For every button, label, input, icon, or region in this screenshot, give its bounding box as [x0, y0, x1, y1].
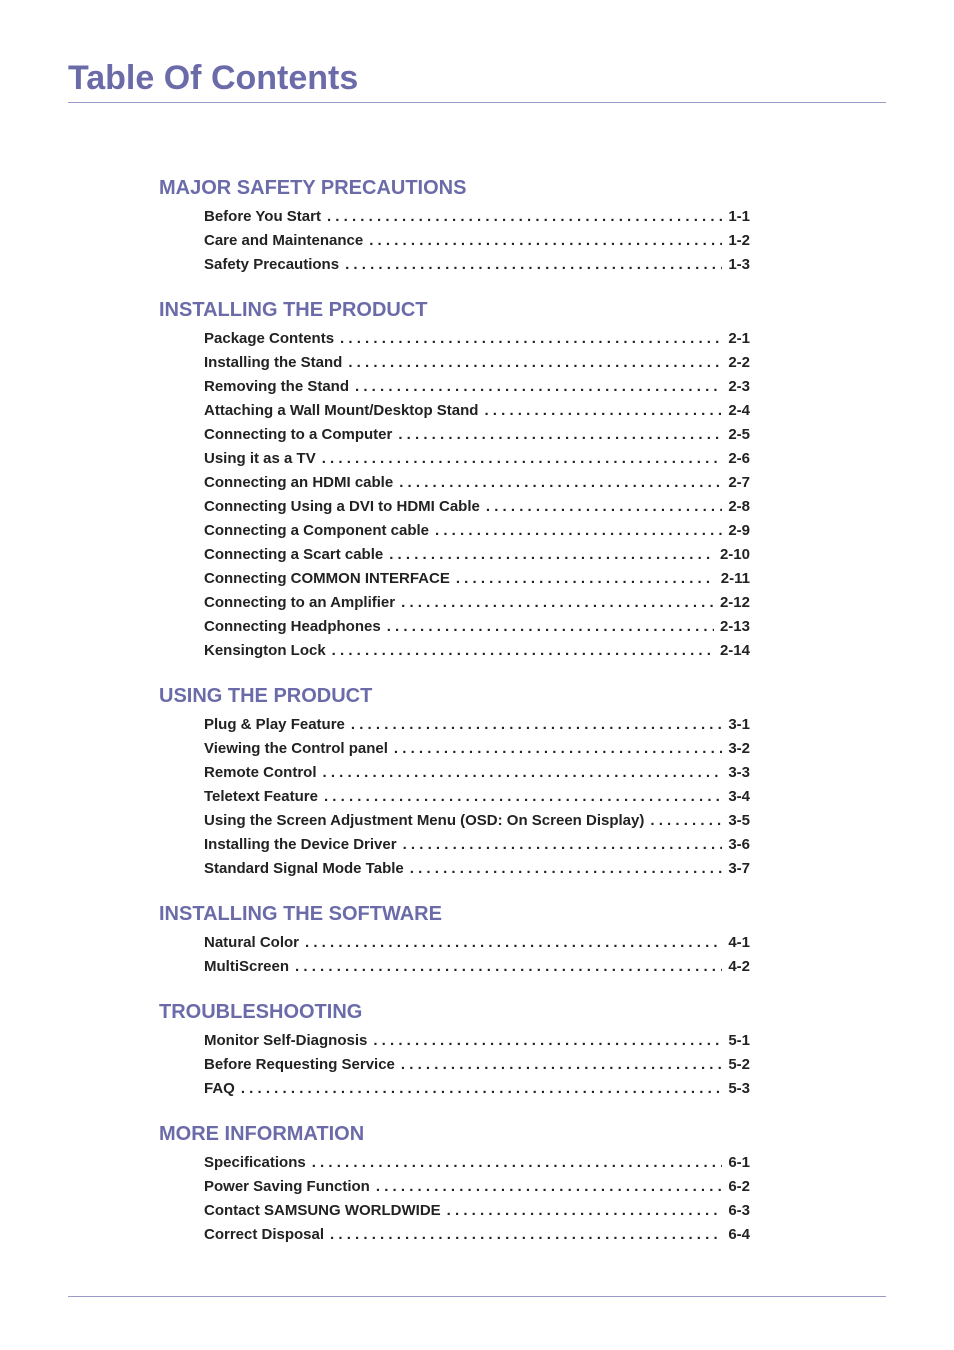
toc-entry-page-number: 2-7 [728, 474, 750, 491]
toc-entry[interactable] [204, 761, 750, 785]
toc-entry-title: Connecting to a Computer [204, 426, 393, 443]
toc-entry-title: Connecting Using a DVI to HDMI Cable [204, 498, 480, 515]
toc-entry-page-number: 3-4 [728, 788, 750, 805]
toc-entry-list [159, 713, 750, 881]
dot-leader [435, 519, 722, 543]
toc-entry-title: FAQ [204, 1080, 235, 1097]
section-heading[interactable]: MORE INFORMATION [159, 1123, 365, 1145]
dot-leader [410, 857, 723, 881]
toc-entry[interactable] [204, 229, 750, 253]
toc-entry-title: Monitor Self-Diagnosis [204, 1032, 368, 1049]
toc-entry-title: Before Requesting Service [204, 1056, 395, 1073]
toc-entry[interactable] [204, 471, 750, 495]
dot-leader [351, 713, 722, 737]
toc-entry[interactable] [204, 1223, 750, 1247]
toc-entry[interactable] [204, 519, 750, 543]
section-heading[interactable]: USING THE PRODUCT [159, 685, 373, 707]
toc-section [159, 999, 750, 1101]
section-heading[interactable]: MAJOR SAFETY PRECAUTIONS [159, 177, 467, 199]
toc-entry-title: Viewing the Control panel [204, 740, 388, 757]
toc-entry[interactable] [204, 615, 750, 639]
dot-leader [398, 423, 722, 447]
toc-entry[interactable] [204, 1175, 750, 1199]
toc-entry-list [159, 205, 750, 277]
dot-leader [332, 639, 714, 663]
dot-leader [394, 737, 722, 761]
toc-section [159, 683, 750, 881]
toc-entry[interactable] [204, 351, 750, 375]
section-heading[interactable]: INSTALLING THE PRODUCT [159, 299, 428, 321]
toc-entry[interactable] [204, 1151, 750, 1175]
toc-entry-page-number: 3-7 [728, 860, 750, 877]
toc-entry-page-number: 2-8 [728, 498, 750, 515]
toc-entry-title: Connecting a Component cable [204, 522, 430, 539]
toc-entry-page-number: 5-2 [728, 1056, 750, 1073]
toc-entry[interactable] [204, 543, 750, 567]
section-heading[interactable]: TROUBLESHOOTING [159, 1001, 363, 1023]
toc-entry-list [159, 931, 750, 979]
toc-entry[interactable] [204, 713, 750, 737]
toc-entry-page-number: 2-4 [728, 402, 750, 419]
toc-entry-title: Connecting COMMON INTERFACE [204, 570, 450, 587]
toc-entry[interactable] [204, 375, 750, 399]
toc-entry-title: Natural Color [204, 934, 300, 951]
dot-leader [305, 931, 722, 955]
toc-entry-page-number: 1-3 [728, 256, 750, 273]
toc-entry-page-number: 3-2 [728, 740, 750, 757]
toc-entry[interactable] [204, 495, 750, 519]
toc-section [159, 297, 750, 663]
toc-entry[interactable] [204, 253, 750, 277]
footer-divider [68, 1296, 886, 1297]
toc-entry[interactable] [204, 327, 750, 351]
toc-entry-page-number: 2-1 [728, 330, 750, 347]
dot-leader [401, 591, 714, 615]
toc-entry[interactable] [204, 785, 750, 809]
toc-entry[interactable] [204, 1199, 750, 1223]
dot-leader [330, 1223, 722, 1247]
toc-entry-page-number: 2-5 [728, 426, 750, 443]
toc-entry[interactable] [204, 447, 750, 471]
toc-entry-page-number: 2-6 [728, 450, 750, 467]
section-heading[interactable]: INSTALLING THE SOFTWARE [159, 903, 442, 925]
toc-section [159, 1121, 750, 1247]
toc-entry[interactable] [204, 809, 750, 833]
toc-entry-list [159, 1151, 750, 1247]
page-title: Table Of Contents [68, 59, 359, 97]
dot-leader [376, 1175, 722, 1199]
table-of-contents [159, 175, 750, 1267]
toc-entry-title: Before You Start [204, 208, 321, 225]
toc-entry-title: Contact SAMSUNG WORLDWIDE [204, 1202, 441, 1219]
toc-entry-title: Remote Control [204, 764, 317, 781]
dot-leader [399, 471, 722, 495]
toc-entry[interactable] [204, 931, 750, 955]
dot-leader [327, 205, 722, 229]
toc-entry-page-number: 3-3 [728, 764, 750, 781]
dot-leader [348, 351, 722, 375]
toc-entry-page-number: 3-5 [728, 812, 750, 829]
toc-entry[interactable] [204, 399, 750, 423]
toc-entry-page-number: 2-2 [728, 354, 750, 371]
toc-entry-page-number: 3-6 [728, 836, 750, 853]
dot-leader [345, 253, 722, 277]
toc-entry-page-number: 4-1 [728, 934, 750, 951]
toc-entry-title: Care and Maintenance [204, 232, 364, 249]
toc-entry-page-number: 5-3 [728, 1080, 750, 1097]
dot-leader [456, 567, 715, 591]
dot-leader [401, 1053, 722, 1077]
toc-entry-title: Teletext Feature [204, 788, 318, 805]
toc-section [159, 901, 750, 979]
dot-leader [650, 809, 722, 833]
toc-entry[interactable] [204, 1029, 750, 1053]
toc-entry-page-number: 2-10 [719, 546, 750, 563]
toc-section [159, 175, 750, 277]
dot-leader [447, 1199, 723, 1223]
dot-leader [369, 229, 722, 253]
toc-entry-title: Correct Disposal [204, 1226, 325, 1243]
dot-leader [323, 761, 723, 785]
toc-entry-title: Connecting to an Amplifier [204, 594, 396, 611]
toc-entry[interactable] [204, 1053, 750, 1077]
toc-entry-page-number: 2-12 [719, 594, 750, 611]
dot-leader [403, 833, 723, 857]
dot-leader [295, 955, 722, 979]
dot-leader [389, 543, 714, 567]
dot-leader [355, 375, 722, 399]
toc-entry[interactable] [204, 205, 750, 229]
toc-entry-title: Kensington Lock [204, 642, 326, 659]
dot-leader [312, 1151, 723, 1175]
toc-entry-page-number: 6-2 [728, 1178, 750, 1195]
toc-entry-title: Attaching a Wall Mount/Desktop Stand [204, 402, 479, 419]
toc-entry-title: Plug & Play Feature [204, 716, 345, 733]
toc-entry-title: Using the Screen Adjustment Menu (OSD: On Screen Display) [204, 812, 645, 829]
toc-entry-page-number: 2-14 [719, 642, 750, 659]
dot-leader [322, 447, 723, 471]
toc-entry-title: Safety Precautions [204, 256, 340, 273]
toc-entry[interactable] [204, 639, 750, 663]
toc-entry-list [159, 327, 750, 663]
title-divider [68, 102, 886, 103]
dot-leader [486, 495, 722, 519]
dot-leader [387, 615, 714, 639]
toc-entry[interactable] [204, 423, 750, 447]
dot-leader [373, 1029, 722, 1053]
toc-entry-title: Connecting Headphones [204, 618, 381, 635]
toc-entry-page-number: 2-11 [720, 570, 750, 587]
toc-entry-page-number: 2-9 [728, 522, 750, 539]
toc-entry-title: Connecting a Scart cable [204, 546, 384, 563]
dot-leader [484, 399, 722, 423]
toc-entry[interactable] [204, 1077, 750, 1101]
toc-entry-title: Connecting an HDMI cable [204, 474, 394, 491]
toc-entry[interactable] [204, 591, 750, 615]
toc-entry-page-number: 1-1 [728, 208, 750, 225]
toc-entry[interactable] [204, 833, 750, 857]
toc-entry-title: MultiScreen [204, 958, 290, 975]
toc-entry-page-number: 4-2 [728, 958, 750, 975]
toc-entry-page-number: 2-13 [719, 618, 750, 635]
toc-entry[interactable] [204, 955, 750, 979]
toc-entry-page-number: 6-4 [728, 1226, 750, 1243]
dot-leader [241, 1077, 722, 1101]
toc-entry-page-number: 1-2 [728, 232, 750, 249]
toc-entry-title: Installing the Stand [204, 354, 343, 371]
dot-leader [340, 327, 722, 351]
toc-entry-title: Using it as a TV [204, 450, 316, 467]
toc-entry-title: Standard Signal Mode Table [204, 860, 404, 877]
toc-entry-page-number: 2-3 [728, 378, 750, 395]
toc-entry-title: Specifications [204, 1154, 306, 1171]
toc-entry-page-number: 6-1 [728, 1154, 750, 1171]
toc-entry-title: Installing the Device Driver [204, 836, 397, 853]
toc-entry-title: Package Contents [204, 330, 335, 347]
toc-entry-title: Removing the Stand [204, 378, 350, 395]
toc-entry-page-number: 6-3 [728, 1202, 750, 1219]
toc-entry-list [159, 1029, 750, 1101]
toc-entry-title: Power Saving Function [204, 1178, 370, 1195]
toc-entry-page-number: 5-1 [728, 1032, 750, 1049]
toc-entry-page-number: 3-1 [728, 716, 750, 733]
toc-entry[interactable] [204, 737, 750, 761]
toc-entry[interactable] [204, 567, 750, 591]
dot-leader [324, 785, 722, 809]
toc-entry[interactable] [204, 857, 750, 881]
